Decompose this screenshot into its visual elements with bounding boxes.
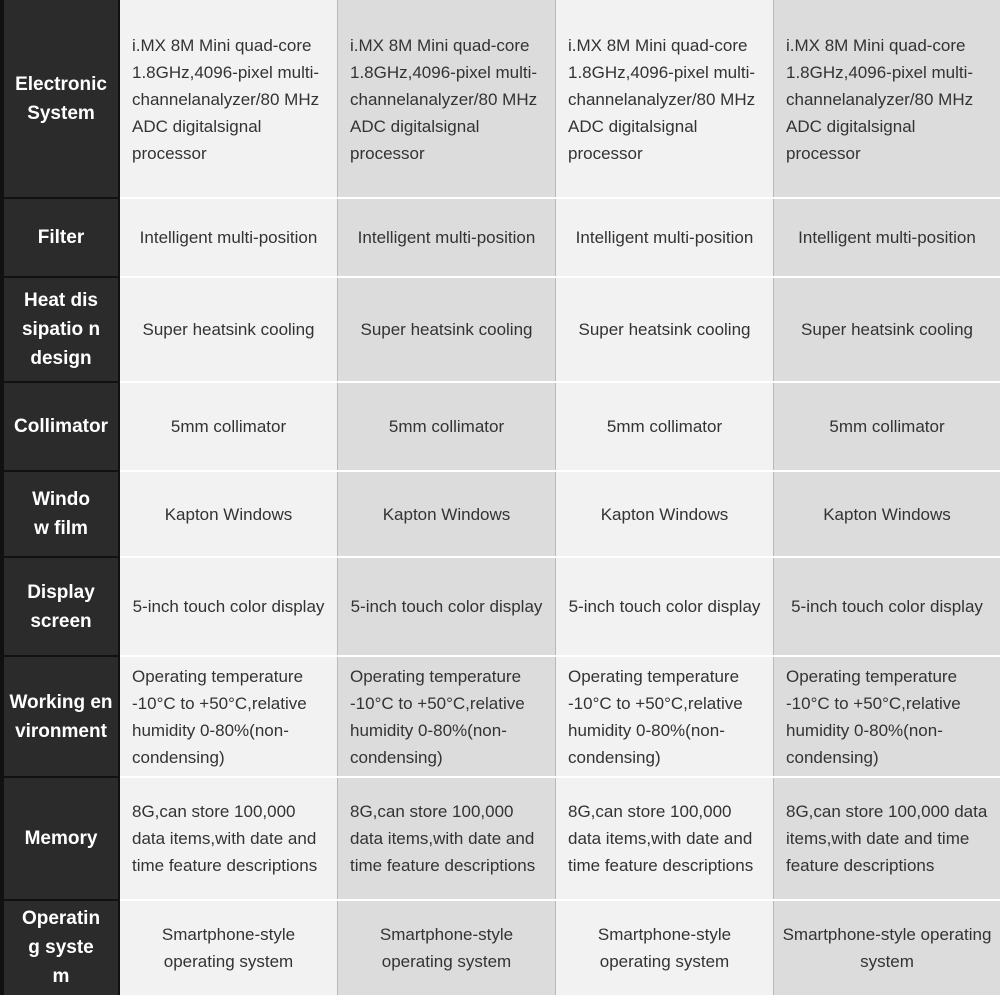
value-cell	[774, 0, 1000, 198]
value-cell	[338, 382, 556, 471]
value-text: 8G,can store 100,000 data items,with date and time feature descriptions	[350, 802, 536, 875]
table-row	[0, 656, 1000, 777]
row-divider	[0, 556, 1000, 558]
row-label-text: Electronic System	[15, 74, 107, 124]
row-label	[0, 382, 120, 471]
value-text: Smartphone-style operating system	[597, 924, 732, 971]
value-cell	[338, 557, 556, 656]
value-cell	[556, 777, 774, 900]
value-text: Super heatsink cooling	[578, 320, 751, 339]
value-cell	[120, 0, 338, 198]
row-label	[0, 656, 120, 777]
table-row	[0, 557, 1000, 656]
row-label	[0, 777, 120, 900]
table-row	[0, 900, 1000, 995]
value-text: i.MX 8M Mini quad-core 1.8GHz,4096-pixel multi-channelanalyzer/80 MHz ADC digitalsignal processor	[786, 35, 974, 163]
value-text: Kapton Windows	[382, 504, 511, 524]
label-divider	[0, 381, 120, 383]
row-label-text: Heat dissipatio n design	[21, 290, 101, 369]
value-text: 5mm collimator	[170, 417, 287, 436]
value-text: i.MX 8M Mini quad-core 1.8GHz,4096-pixel multi-channelanalyzer/80 MHz ADC digitalsignal processor	[350, 35, 538, 163]
value-cell	[120, 277, 338, 382]
value-text: Intelligent multi-position	[139, 228, 318, 247]
value-text: 5-inch touch color display	[568, 597, 761, 616]
value-text: Kapton Windows	[600, 504, 729, 524]
row-label-text: Collimator	[14, 416, 108, 437]
row-label-text: Working environment	[9, 691, 113, 742]
label-divider	[0, 470, 120, 472]
value-cell	[774, 557, 1000, 656]
label-divider	[0, 556, 120, 558]
value-cell	[774, 198, 1000, 277]
value-text: i.MX 8M Mini quad-core 1.8GHz,4096-pixel multi-channelanalyzer/80 MHz ADC digitalsignal processor	[568, 35, 756, 163]
value-cell	[774, 900, 1000, 995]
value-cell	[774, 656, 1000, 777]
label-divider	[0, 276, 120, 278]
value-cell	[120, 382, 338, 471]
table-row	[0, 471, 1000, 557]
row-label	[0, 471, 120, 557]
value-cell	[556, 0, 774, 198]
value-cell	[338, 900, 556, 995]
table-row	[0, 382, 1000, 471]
row-divider	[0, 197, 1000, 199]
value-text: Intelligent multi-position	[575, 228, 754, 247]
value-text: i.MX 8M Mini quad-core 1.8GHz,4096-pixel multi-channelanalyzer/80 MHz ADC digitalsignal processor	[132, 35, 320, 163]
value-cell	[338, 656, 556, 777]
value-text: 5-inch touch color display	[350, 597, 543, 616]
value-cell	[774, 471, 1000, 557]
value-text: 5mm collimator	[829, 417, 945, 436]
table-row	[0, 198, 1000, 277]
row-divider	[0, 899, 1000, 901]
table-row	[0, 0, 1000, 198]
row-label-text: Operating system	[21, 908, 101, 987]
row-label	[0, 900, 120, 995]
value-text: Smartphone-style operating system	[379, 924, 514, 971]
value-text: Operating temperature -10°C to +50°C,relative humidity 0-80%(non-condensing)	[786, 666, 961, 767]
value-cell	[120, 656, 338, 777]
row-divider	[0, 776, 1000, 778]
value-text: 8G,can store 100,000 data items,with date and time feature descriptions	[786, 802, 988, 875]
label-divider	[0, 899, 120, 901]
value-cell	[774, 382, 1000, 471]
value-cell	[120, 777, 338, 900]
value-text: Kapton Windows	[823, 504, 951, 524]
row-label-text: Filter	[37, 227, 85, 248]
value-cell	[556, 471, 774, 557]
value-text: 5-inch touch color display	[791, 597, 983, 616]
value-cell	[338, 471, 556, 557]
row-label	[0, 0, 120, 198]
value-cell	[556, 277, 774, 382]
value-cell	[120, 198, 338, 277]
value-text: 5-inch touch color display	[132, 597, 325, 616]
row-divider	[0, 381, 1000, 383]
row-label-text: Window film	[32, 489, 90, 539]
value-cell	[338, 277, 556, 382]
row-divider	[0, 470, 1000, 472]
label-divider	[0, 776, 120, 778]
value-text: 8G,can store 100,000 data items,with date and time feature descriptions	[132, 802, 318, 875]
value-cell	[774, 277, 1000, 382]
value-text: Intelligent multi-position	[357, 228, 536, 247]
row-label	[0, 198, 120, 277]
value-text: Operating temperature -10°C to +50°C,relative humidity 0-80%(non-condensing)	[350, 666, 525, 767]
value-cell	[120, 471, 338, 557]
value-cell	[338, 198, 556, 277]
value-cell	[120, 557, 338, 656]
value-text: Smartphone-style operating system	[161, 924, 296, 971]
row-label-text: Memory	[24, 828, 98, 849]
value-cell	[556, 198, 774, 277]
value-cell	[556, 382, 774, 471]
value-text: Super heatsink cooling	[800, 320, 973, 339]
row-label-text: Display screen	[27, 581, 95, 632]
label-divider	[0, 655, 120, 657]
value-cell	[120, 900, 338, 995]
table-row	[0, 777, 1000, 900]
value-text: Smartphone-style operating system	[782, 924, 992, 971]
value-text: Kapton Windows	[164, 504, 293, 524]
row-divider	[0, 655, 1000, 657]
value-cell	[774, 777, 1000, 900]
value-cell	[556, 557, 774, 656]
value-cell	[338, 0, 556, 198]
value-text: Super heatsink cooling	[360, 320, 533, 339]
row-divider	[0, 276, 1000, 278]
value-text: Intelligent multi-position	[798, 228, 976, 247]
value-cell	[338, 777, 556, 900]
value-text: 5mm collimator	[388, 417, 505, 436]
row-label	[0, 277, 120, 382]
value-text: Operating temperature -10°C to +50°C,relative humidity 0-80%(non-condensing)	[568, 666, 743, 767]
value-text: Super heatsink cooling	[142, 320, 315, 339]
value-cell	[556, 900, 774, 995]
row-label	[0, 557, 120, 656]
value-cell	[556, 656, 774, 777]
value-text: Operating temperature -10°C to +50°C,relative humidity 0-80%(non-condensing)	[132, 666, 307, 767]
label-divider	[0, 197, 120, 199]
value-text: 8G,can store 100,000 data items,with date and time feature descriptions	[568, 802, 754, 875]
table-row	[0, 277, 1000, 382]
value-text: 5mm collimator	[606, 417, 723, 436]
